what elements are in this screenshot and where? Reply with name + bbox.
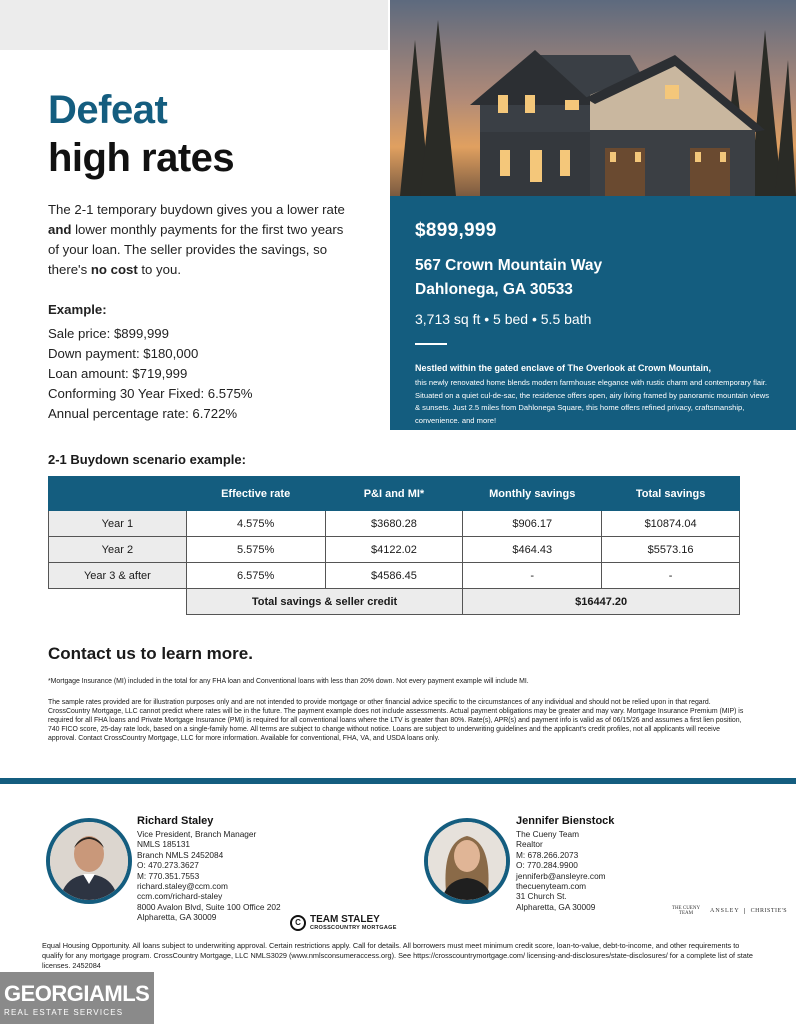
agent2-details <box>516 814 614 912</box>
agent1-portrait-icon <box>50 822 128 900</box>
contact-title: Contact us to learn more. <box>48 644 253 663</box>
intro-text-1: The 2-1 temporary buydown gives you a lower rate <box>48 202 345 217</box>
table-cell: - <box>602 563 740 589</box>
table-cell: $4122.02 <box>325 537 463 563</box>
watermark-line1: GEORGIAMLS <box>4 981 150 1006</box>
agent2-line: Realtor <box>516 839 543 850</box>
table-cell: $10874.04 <box>602 511 740 537</box>
example-line: Sale price: $899,999 <box>48 326 169 341</box>
house-photo <box>390 0 796 196</box>
buydown-table <box>48 476 740 615</box>
agent1-website[interactable]: ccm.com/richard-staley <box>137 891 223 902</box>
table-header-cell: P&I and MI* <box>325 477 463 511</box>
listing-address-line2: Dahlonega, GA 30533 <box>415 281 573 298</box>
team-logo-line2: CROSSCOUNTRY MORTGAGE <box>310 925 397 931</box>
table-totals-row <box>49 589 740 615</box>
team-staley-logo <box>290 914 397 931</box>
table-cell: 4.575% <box>186 511 325 537</box>
listing-address-line1: 567 Crown Mountain Way <box>415 257 603 274</box>
table-header-cell: Monthly savings <box>463 477 602 511</box>
agent1-line: NMLS 185131 <box>137 839 191 850</box>
top-gray-band <box>0 0 388 50</box>
table-cell: $906.17 <box>463 511 602 537</box>
row-label: Year 1 <box>49 511 187 537</box>
cueny-team-logo: THE CUENY TEAM <box>671 906 701 916</box>
table-cell: $464.43 <box>463 537 602 563</box>
agent1-line: Alpharetta, GA 30009 <box>137 912 217 923</box>
example-title: Example: <box>48 302 107 317</box>
totals-value: $16447.20 <box>463 589 740 615</box>
agent2-avatar <box>424 818 510 904</box>
agent2-line: 31 Church St. <box>516 891 567 902</box>
ccm-mark-icon: C <box>290 915 306 931</box>
mi-note: *Mortgage Insurance (MI) included in the total for any FHA loan and Conventional loans with less than 20% down. Not every payment example will include MI. <box>48 678 529 685</box>
ansley-logo: ANSLEY <box>710 908 745 914</box>
agent1-email[interactable]: richard.staley@ccm.com <box>137 881 228 892</box>
table-cell: - <box>463 563 602 589</box>
intro-text-2: lower monthly payments for the first two years of your loan. The seller provides the savings, so there's <box>48 222 344 277</box>
listing-divider <box>415 343 447 345</box>
table-row <box>49 563 740 589</box>
example-line: Down payment: $180,000 <box>48 346 199 361</box>
table-header-blank <box>49 477 187 511</box>
table-header-row <box>49 477 740 511</box>
intro-paragraph <box>48 200 353 280</box>
georgia-mls-watermark <box>0 972 154 1024</box>
table-row <box>49 537 740 563</box>
example-line: Annual percentage rate: 6.722% <box>48 406 238 421</box>
listing-stats: 3,713 sq ft • 5 bed • 5.5 bath <box>415 311 592 327</box>
agent1-line: 8000 Avalon Blvd, Suite 100 Office 202 <box>137 901 281 912</box>
totals-label: Total savings & seller credit <box>186 589 463 615</box>
broker-logos <box>668 906 787 916</box>
agent2-line: Alpharetta, GA 30009 <box>516 901 596 912</box>
christies-logo: CHRISTIE'S <box>750 908 788 914</box>
headline-line1: Defeat <box>48 88 168 132</box>
watermark-line2: REAL ESTATE SERVICES <box>4 1008 124 1017</box>
intro-text-3: to you. <box>137 262 181 277</box>
intro-bold-1: and <box>48 222 72 237</box>
table-cell: $4586.45 <box>325 563 463 589</box>
agent1-line: Branch NMLS 2452084 <box>137 849 224 860</box>
headline <box>48 86 234 182</box>
equal-housing-notice: Equal Housing Opportunity. All loans subject to underwriting approval. Certain restrictions apply. Call for details. All borrowers must meet minimum credit score, loan-to-value, debt-to-income, and other requirements to qualify for any mortgage program. CrossCountry Mortgage, LLC NMLS3029 (www.nmlsconsumeraccess.org). See https://crosscountrymortgage.com/ licensing-and-disclosures/state-disclosures/ for a complete list of state licenses. 2452084 <box>42 941 753 970</box>
table-cell: $5573.16 <box>602 537 740 563</box>
agent1-phone-office[interactable]: O: 470.273.3627 <box>137 860 199 871</box>
table-row <box>49 511 740 537</box>
agent1-line: Vice President, Branch Manager <box>137 829 257 839</box>
totals-spacer <box>49 589 187 615</box>
scenario-title: 2-1 Buydown scenario example: <box>48 452 246 467</box>
table-cell: 6.575% <box>186 563 325 589</box>
section-divider <box>0 778 796 784</box>
agent2-name: Jennifer Bienstock <box>516 815 615 827</box>
example-line: Loan amount: $719,999 <box>48 366 188 381</box>
example-line: Conforming 30 Year Fixed: 6.575% <box>48 386 253 401</box>
agent1-phone-mobile[interactable]: M: 770.351.7553 <box>137 870 200 881</box>
intro-bold-2: no cost <box>90 262 138 277</box>
agent2-phone-office[interactable]: O: 770.284.9900 <box>516 860 578 871</box>
agent2-phone-mobile[interactable]: M: 678.266.2073 <box>516 849 579 860</box>
example-block <box>48 300 368 424</box>
house-illustration <box>390 0 796 196</box>
agent2-email[interactable]: jenniferb@ansleyre.com <box>516 870 606 881</box>
table-cell: $3680.28 <box>325 511 463 537</box>
agent1-name: Richard Staley <box>137 815 214 827</box>
agent2-line: The Cueny Team <box>516 829 580 839</box>
listing-panel <box>390 196 796 430</box>
table-header-cell: Total savings <box>602 477 740 511</box>
table-header-cell: Effective rate <box>186 477 325 511</box>
listing-blurb: this newly renovated home blends modern farmhouse elegance with rustic charm and contemporary flair. Situated on a quiet cul-de-sac, the residence offers open, airy living framed by panoramic mountain views & sunsets. Just 2.5 miles from Dahlonega Square, this home offers refined privacy, craftsmanship, convenience. and more! <box>415 378 770 425</box>
agent2-website[interactable]: thecuenyteam.com <box>516 881 587 892</box>
disclaimer: The sample rates provided are for illustration purposes only and are not intended to provide mortgage or other financial advice specific to the circumstances of any individual and should not be relied upon in that regard. CrossCountry Mortgage, LLC cannot predict where rates will be in the future. The payment example does not include assessments. Actual payment obligations may be greater and may vary. Mortgage Insurance Premium (MIP) is required for all FHA loans and Private Mortgage Insurance (PMI) is required for all conventional loans where the LTV is greater than 80%. Rate(s), APR(s) and payment info is valid as of 06/15/26 and assumes a first lien position, 740 FICO score, 25-day rate lock, based on a single-family home. All terms are subject to change without notice. Loans are subject to underwriting guidelines and the applicant's credit profiles, not all applicants will receive approval. Contact CrossCountry Mortgage, LLC for more information. Available for conventional, FHA, VA, and USDA loans only. <box>48 699 744 742</box>
row-label: Year 3 & after <box>49 563 187 589</box>
table-cell: 5.575% <box>186 537 325 563</box>
headline-line2: high rates <box>48 136 235 180</box>
agent2-portrait-icon <box>428 822 506 900</box>
listing-blurb-lead: Nestled within the gated enclave of The Overlook at Crown Mountain, <box>415 363 712 373</box>
row-label: Year 2 <box>49 537 187 563</box>
team-logo-line1: TEAM STALEY <box>310 914 380 925</box>
listing-price: $899,999 <box>415 220 497 241</box>
agent1-avatar <box>46 818 132 904</box>
agent1-details <box>137 814 281 923</box>
